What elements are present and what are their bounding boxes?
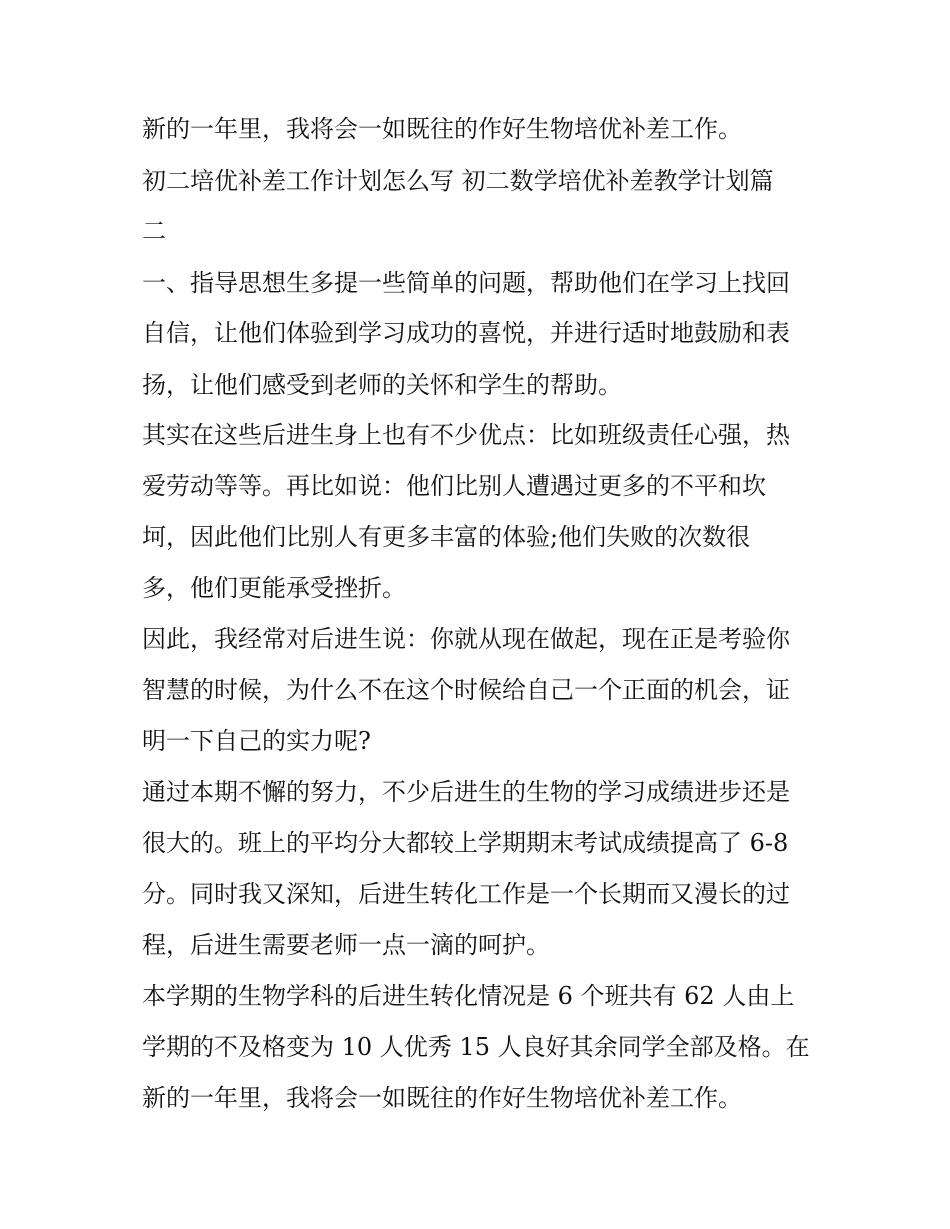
text-line: 明一下自己的实力呢?	[142, 727, 371, 755]
text-line: 学期的不及格变为 10 人优秀 15 人良好其余同学全部及格。在	[142, 1033, 810, 1061]
text-line: 多，他们更能承受挫折。	[142, 574, 406, 602]
text-line: 坷，因此他们比别人有更多丰富的体验;他们失败的次数很	[142, 523, 751, 551]
text-line: 其实在这些后进生身上也有不少优点：比如班级责任心强，热	[142, 421, 790, 449]
text-line: 新的一年里，我将会一如既往的作好生物培优补差工作。	[142, 1084, 742, 1112]
text-line: 扬，让他们感受到老师的关怀和学生的帮助。	[142, 371, 622, 399]
text-line: 本学期的生物学科的后进生转化情况是 6 个班共有 62 人由上	[142, 982, 795, 1010]
text-line: 一、指导思想生多提一些简单的问题，帮助他们在学习上找回	[142, 269, 790, 297]
text-line: 程，后进生需要老师一点一滴的呵护。	[142, 931, 550, 959]
text-line: 自信，让他们体验到学习成功的喜悦，并进行适时地鼓励和表	[142, 319, 790, 347]
heading-line: 二	[142, 217, 166, 245]
text-line: 爱劳动等等。再比如说：他们比别人遭遇过更多的不平和坎	[142, 472, 766, 500]
text-line: 分。同时我又深知，后进生转化工作是一个长期而又漫长的过	[142, 880, 790, 908]
text-line: 智慧的时候，为什么不在这个时候给自己一个正面的机会，证	[142, 676, 790, 704]
text-line: 很大的。班上的平均分大都较上学期期末考试成绩提高了 6-8	[142, 829, 789, 857]
text-line: 因此，我经常对后进生说：你就从现在做起，现在正是考验你	[142, 625, 790, 653]
heading-line: 初二培优补差工作计划怎么写 初二数学培优补差教学计划篇	[142, 167, 774, 195]
text-line: 新的一年里，我将会一如既往的作好生物培优补差工作。	[142, 115, 742, 143]
text-line: 通过本期不懈的努力，不少后进生的生物的学习成绩进步还是	[142, 778, 790, 806]
